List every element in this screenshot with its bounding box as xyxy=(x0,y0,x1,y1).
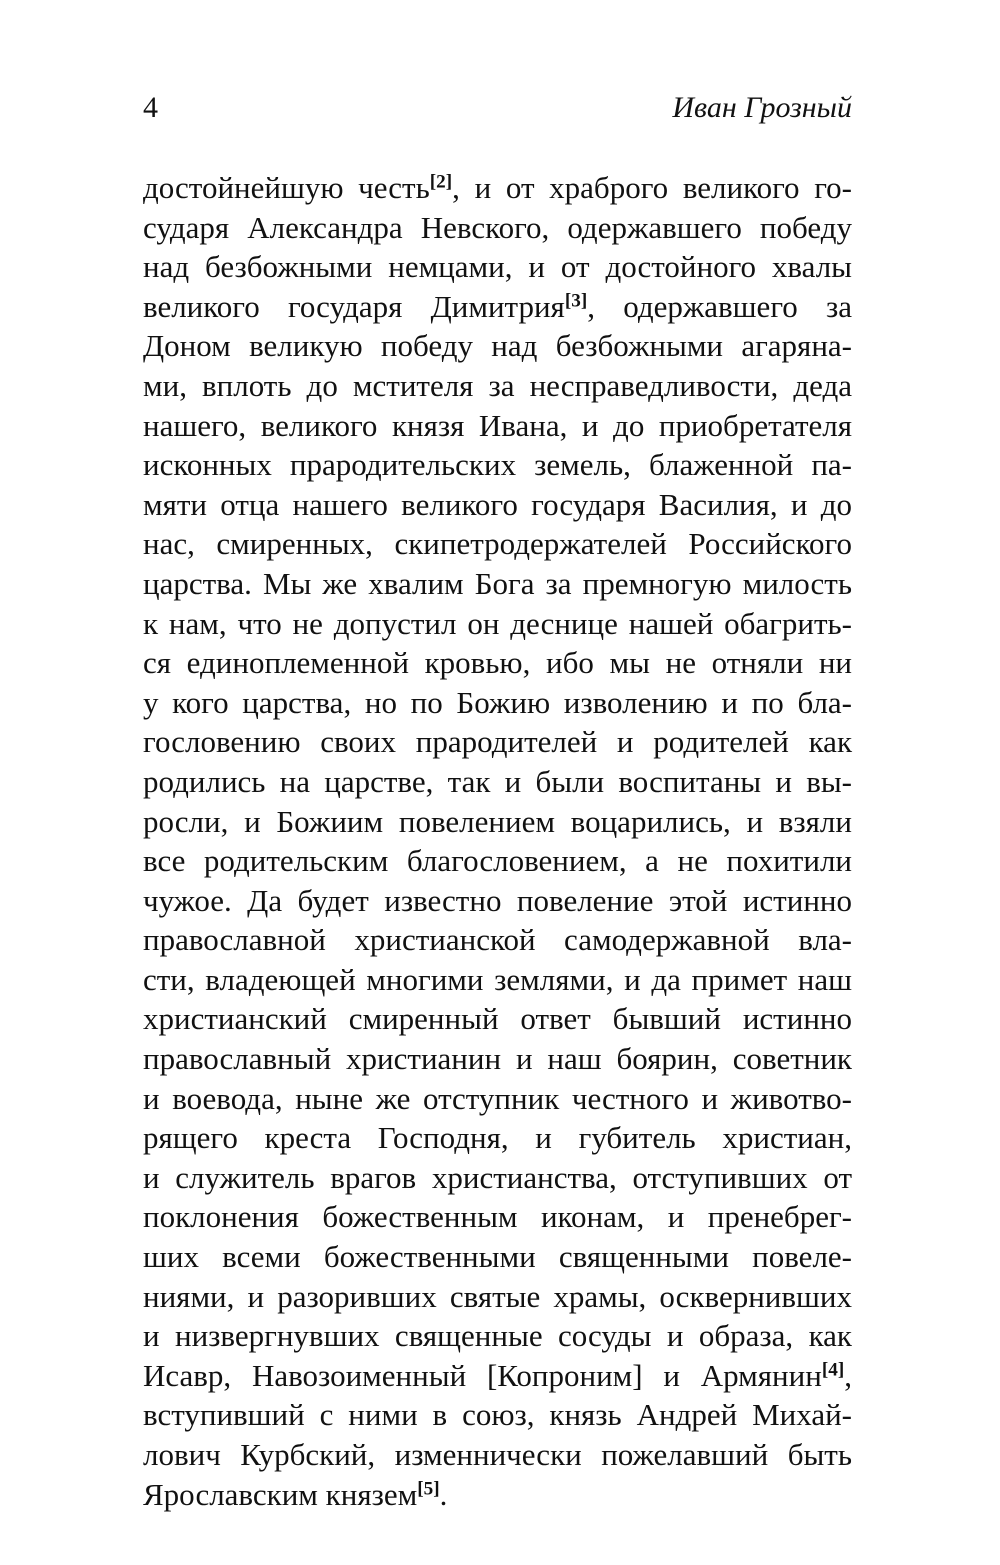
text-line: над безбожными немцами, и от достойного хвалы xyxy=(143,249,852,285)
page-number: 4 xyxy=(143,91,158,124)
text-line: христианский смиренный ответ бывший истинно xyxy=(143,1001,852,1037)
text-line: и низвергнувших священные сосуды и образа, как xyxy=(143,1318,852,1354)
text-line: достойнейшую честь[2], и от храброго великого го- xyxy=(143,170,852,205)
text-line: ниями, и разоривших святые храмы, осквернивших xyxy=(143,1278,852,1314)
text-line: исконных прародительских земель, блаженной па- xyxy=(143,447,852,483)
text-line: Ярославским князем[5]. xyxy=(143,1476,448,1512)
footnote-ref-3[interactable]: [3] xyxy=(564,290,588,312)
text-line: православный христианин и наш боярин, советник xyxy=(143,1041,852,1077)
footnote-ref-2[interactable]: [2] xyxy=(429,171,453,193)
text-line: царства. Мы же хвалим Бога за премногую милость xyxy=(143,565,852,601)
text-line: и воевода, ныне же отступник честного и животво- xyxy=(143,1080,852,1116)
text-line: все родительским благословением, а не похитили xyxy=(143,843,852,879)
text-line: сударя Александра Невского, одержавшего победу xyxy=(143,209,852,245)
text-line: великого государя Димитрия[3], одержавшего за xyxy=(143,288,853,324)
page-header xyxy=(143,88,852,128)
text-line: нашего, великого князя Ивана, и до приобретателя xyxy=(143,407,852,443)
text-line: к нам, что не допустил он деснице нашей обагрить- xyxy=(143,605,852,641)
text-line: лович Курбский, изменнически пожелавший быть xyxy=(143,1437,852,1472)
text-line: поклонения божественным иконам, и пренебрег- xyxy=(143,1199,852,1235)
footnote-ref-5[interactable]: [5] xyxy=(417,1478,440,1500)
footnote-ref-4[interactable]: [4] xyxy=(821,1359,845,1381)
text-line: гословению своих прародителей и родителей как xyxy=(143,724,852,760)
running-title: Иван Грозный xyxy=(672,91,852,124)
text-line: у кого царства, но по Божию изволению и по бла- xyxy=(143,684,852,720)
text-line: Исавр, Навозоименный [Копроним] и Армянин[4], xyxy=(143,1357,852,1393)
text-line: ся единоплеменной кровью, ибо мы не отняли ни xyxy=(143,645,852,681)
text-line: и служитель врагов христианства, отступивших от xyxy=(143,1159,852,1195)
body-text xyxy=(143,168,852,1514)
text-line: сти, владеющей многими землями, и да примет наш xyxy=(143,961,852,997)
text-line: рящего креста Господня, и губитель христиан, xyxy=(143,1120,852,1156)
text-line: нас, смиренных, скипетродержателей Российского xyxy=(143,526,852,562)
text-line: мяти отца нашего великого государя Василия, и до xyxy=(143,486,852,522)
text-line: ших всеми божественными священными повеле- xyxy=(143,1239,852,1275)
text-line: вступивший с ними в союз, князь Андрей Михай- xyxy=(143,1397,852,1433)
text-line: родились на царстве, так и были воспитаны и вы- xyxy=(143,763,852,799)
text-line: чужое. Да будет известно повеление этой истинно xyxy=(143,882,852,918)
text-line: росли, и Божиим повелением воцарились, и взяли xyxy=(143,803,852,839)
text-line: православной христианской самодержавной вла- xyxy=(143,922,852,958)
text-line: Доном великую победу над безбожными агаряна- xyxy=(143,328,852,364)
text-line: ми, вплоть до мстителя за несправедливости, деда xyxy=(143,367,852,403)
